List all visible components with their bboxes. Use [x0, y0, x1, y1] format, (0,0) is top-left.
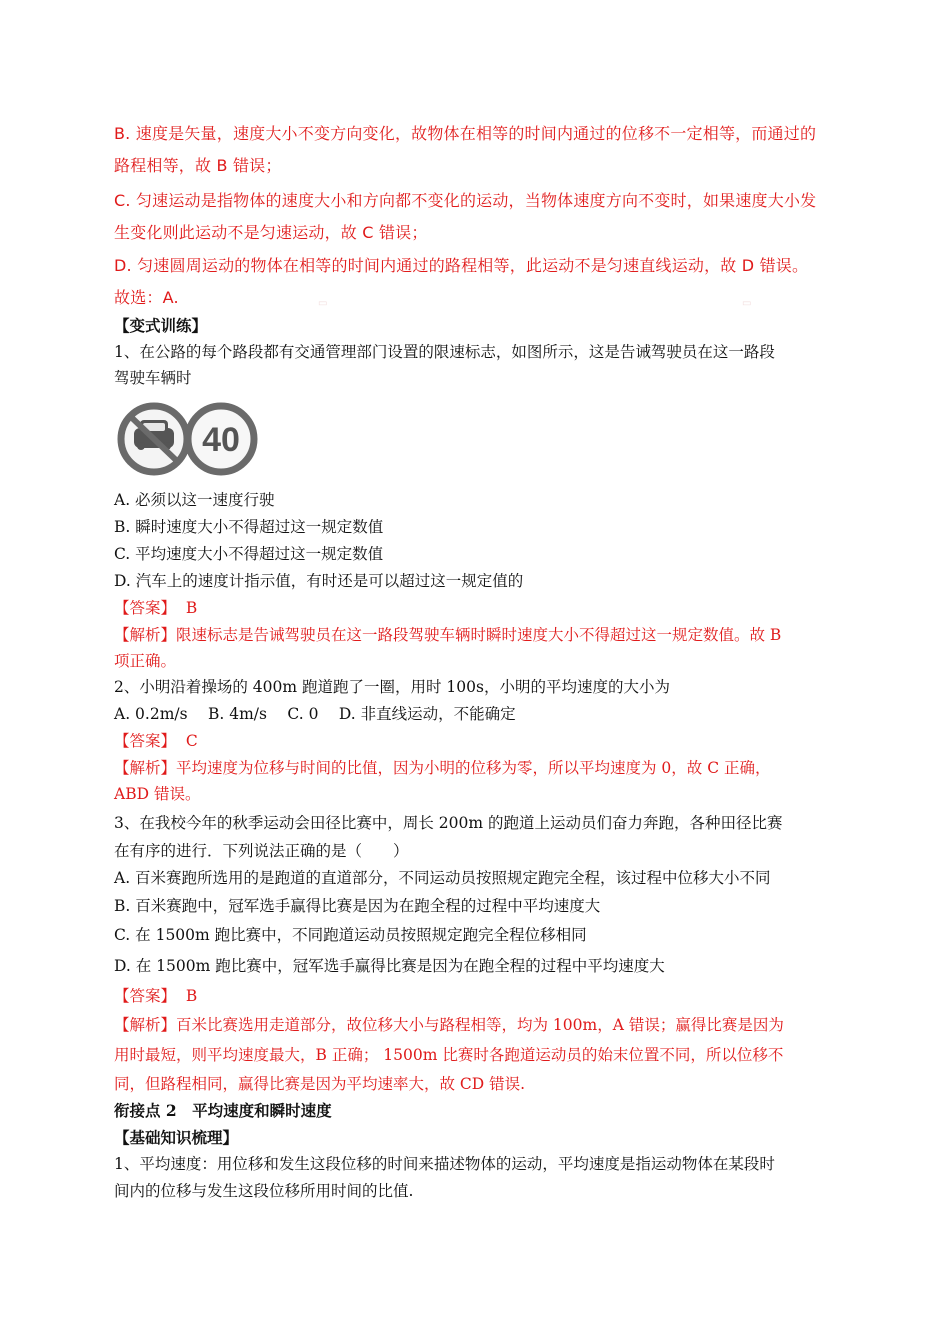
explanation-choice: 故选：A.	[114, 288, 179, 307]
q2-options: A. 0.2m/s B. 4m/s C. 0 D. 非直线运动，不能确定	[114, 705, 516, 723]
q3-stem-line1: 3、在我校今年的秋季运动会田径比赛中，周长 200m 的跑道上运动员们奋力奔跑，各种田径比赛	[114, 814, 783, 832]
explanation-c-line1: C. 匀速运动是指物体的速度大小和方向都不变化的运动，当物体速度方向不变时，如果速度大小发	[114, 191, 817, 210]
q3-answer	[114, 986, 197, 1006]
q2-analysis-line1: 【解析】平均速度为位移与时间的比值，因为小明的位移为零，所以平均速度为 0，故 C 正确，	[114, 759, 771, 777]
q3-option-c: C. 在 1500m 跑比赛中，不同跑道运动员按照规定跑完全程位移相同	[114, 926, 587, 944]
answer-value: C	[185, 732, 198, 750]
q1-analysis-line2: 项正确。	[114, 652, 177, 670]
section-heading-connection-2: 衔接点 2 平均速度和瞬时速度	[114, 1101, 332, 1120]
answer-value: B	[185, 599, 198, 617]
basics-paragraph-line2: 间内的位移与发生这段位移所用时间的比值.	[114, 1182, 414, 1200]
q1-option-a: A. 必须以这一速度行驶	[114, 491, 275, 509]
watermark-mark: ▭	[318, 298, 328, 309]
q3-option-d: D. 在 1500m 跑比赛中，冠军选手赢得比赛是因为在跑全程的过程中平均速度大	[114, 957, 665, 975]
q1-option-c: C. 平均速度大小不得超过这一规定数值	[114, 545, 384, 563]
q1-option-b: B. 瞬时速度大小不得超过这一规定数值	[114, 518, 384, 536]
q2-stem: 2、小明沿着操场的 400m 跑道跑了一圈，用时 100s，小明的平均速度的大小为	[114, 678, 670, 696]
q3-option-a: A. 百米赛跑所选用的是跑道的直道部分，不同运动员按照规定跑完全程，该过程中位移大小不同	[114, 869, 771, 887]
q3-analysis-line1: 【解析】百米比赛选用走道部分，故位移大小与路程相等，均为 100m，A 错误；赢得比赛是因为	[114, 1016, 784, 1034]
q1-answer	[114, 598, 197, 618]
basics-paragraph-line1: 1、平均速度：用位移和发生这段位移的时间来描述物体的运动，平均速度是指运动物体在某段时	[114, 1155, 775, 1173]
speed-limit-sign-icon	[188, 406, 254, 472]
answer-label: 【答案】	[114, 987, 177, 1005]
explanation-b-line2: 路程相等，故 B 错误；	[114, 156, 282, 175]
section-heading-training: 【变式训练】	[114, 316, 208, 335]
q1-analysis-line1: 【解析】限速标志是告诫驾驶员在这一路段驾驶车辆时瞬时速度大小不得超过这一规定数值。故 B	[114, 626, 782, 644]
q3-analysis-line2: 用时最短，则平均速度最大，B 正确； 1500m 比赛时各跑道运动员的始末位置不同，所以位移不	[114, 1046, 784, 1064]
q1-stem-line1: 1、在公路的每个路段都有交通管理部门设置的限速标志，如图所示，这是告诫驾驶员在这一路段	[114, 343, 775, 361]
section-heading-basics: 【基础知识梳理】	[114, 1128, 239, 1147]
watermark-mark: ▭	[742, 298, 752, 309]
q3-option-b: B. 百米赛跑中，冠军选手赢得比赛是因为在跑全程的过程中平均速度大	[114, 897, 601, 915]
answer-value: B	[185, 987, 198, 1005]
q1-stem-line2: 驾驶车辆时	[114, 369, 192, 387]
explanation-b-line1: B. 速度是矢量，速度大小不变方向变化，故物体在相等的时间内通过的位移不一定相等，而通过的	[114, 124, 817, 143]
explanation-c-line2: 生变化则此运动不是匀速运动，故 C 错误；	[114, 223, 428, 242]
explanation-d-line1: D. 匀速圆周运动的物体在相等的时间内通过的路程相等，此运动不是匀速直线运动，故 D 错误。	[114, 256, 809, 275]
q2-answer	[114, 731, 198, 751]
q3-stem-line2: 在有序的进行．下列说法正确的是（ ）	[114, 842, 409, 860]
q1-option-d: D. 汽车上的速度计指示值，有时还是可以超过这一规定值的	[114, 572, 524, 590]
no-overtaking-sign-icon	[121, 406, 187, 472]
q3-analysis-line3: 同，但路程相同，赢得比赛是因为平均速率大，故 CD 错误.	[114, 1075, 526, 1093]
answer-label: 【答案】	[114, 599, 177, 617]
speed-limit-value: 40	[202, 421, 240, 459]
q2-analysis-line2: ABD 错误。	[114, 785, 201, 803]
answer-label: 【答案】	[114, 732, 177, 750]
speed-limit-signs-image	[116, 394, 258, 484]
